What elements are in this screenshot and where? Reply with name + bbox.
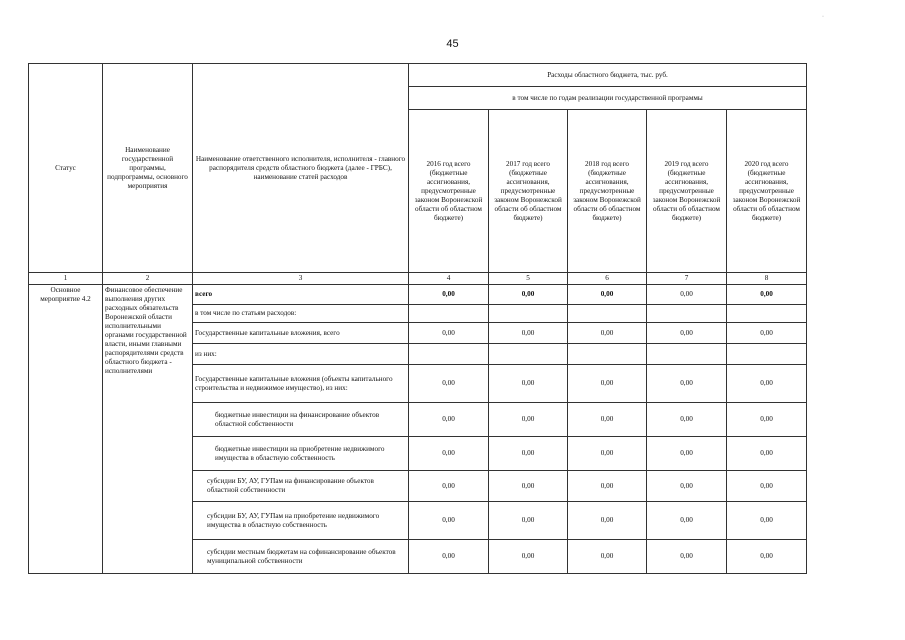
value-2018: 0,00 [568, 502, 647, 540]
table-row [29, 285, 807, 305]
value-2020 [727, 344, 807, 365]
value-2019 [647, 344, 727, 365]
header-by-years-title: в том числе по годам реализации государственной программы [409, 87, 807, 110]
value-2019: 0,00 [647, 285, 727, 305]
status-cell: Основное мероприятие 4.2 [29, 285, 103, 574]
value-2017: 0,00 [489, 502, 568, 540]
value-2020: 0,00 [727, 403, 807, 437]
value-2020: 0,00 [727, 471, 807, 502]
row-label: субсидии БУ, АУ, ГУПам на приобретение недвижимого имущества в областную собственность [193, 502, 409, 540]
value-2016: 0,00 [409, 540, 489, 574]
value-2019: 0,00 [647, 403, 727, 437]
value-2016 [409, 305, 489, 323]
budget-table [28, 63, 807, 574]
row-label: субсидии БУ, АУ, ГУПам на финансирование объектов областной собственности [193, 471, 409, 502]
value-2020: 0,00 [727, 502, 807, 540]
value-2020: 0,00 [727, 540, 807, 574]
value-2016: 0,00 [409, 471, 489, 502]
value-2018: 0,00 [568, 471, 647, 502]
column-index: 4 [409, 273, 489, 285]
value-2018: 0,00 [568, 540, 647, 574]
header-status: Статус [29, 64, 103, 273]
value-2018: 0,00 [568, 365, 647, 403]
row-label: всего [193, 285, 409, 305]
value-2017 [489, 344, 568, 365]
value-2020 [727, 305, 807, 323]
value-2019: 0,00 [647, 540, 727, 574]
header-expenses-title: Расходы областного бюджета, тыс. руб. [409, 64, 807, 87]
value-2019: 0,00 [647, 365, 727, 403]
value-2018 [568, 305, 647, 323]
header-year-2016: 2016 год всего (бюджетные ассигнования, предусмотренные законом Воронежской области об областном бюджете) [409, 110, 489, 273]
header-program: Наименование государственной программы, подпрограммы, основного мероприятия [103, 64, 193, 273]
header-executor: Наименование ответственного исполнителя, исполнителя - главного распорядителя средств областного бюджета (далее - ГРБС), наименование статей расходов [193, 64, 409, 273]
value-2020: 0,00 [727, 285, 807, 305]
header-year-2018: 2018 год всего (бюджетные ассигнования, предусмотренные законом Воронежской области об областном бюджете) [568, 110, 647, 273]
column-index-row [29, 273, 807, 285]
column-index: 8 [727, 273, 807, 285]
value-2017: 0,00 [489, 437, 568, 471]
column-index: 5 [489, 273, 568, 285]
column-index: 1 [29, 273, 103, 285]
value-2019 [647, 305, 727, 323]
column-index: 7 [647, 273, 727, 285]
row-label: из них: [193, 344, 409, 365]
value-2017 [489, 305, 568, 323]
header-year-2017: 2017 год всего (бюджетные ассигнования, предусмотренные законом Воронежской области об областном бюджете) [489, 110, 568, 273]
header-year-2019: 2019 год всего (бюджетные ассигнования, предусмотренные законом Воронежской области об областном бюджете) [647, 110, 727, 273]
value-2020: 0,00 [727, 365, 807, 403]
column-index: 2 [103, 273, 193, 285]
value-2019: 0,00 [647, 502, 727, 540]
corner-mark: · [822, 14, 824, 20]
value-2019: 0,00 [647, 437, 727, 471]
value-2019: 0,00 [647, 323, 727, 344]
header-row-1 [29, 64, 807, 87]
value-2018 [568, 344, 647, 365]
value-2016: 0,00 [409, 285, 489, 305]
row-label: бюджетные инвестиции на приобретение недвижимого имущества в областную собственность [193, 437, 409, 471]
row-label: в том числе по статьям расходов: [193, 305, 409, 323]
value-2020: 0,00 [727, 437, 807, 471]
header-year-2020: 2020 год всего (бюджетные ассигнования, предусмотренные законом Воронежской области об областном бюджете) [727, 110, 807, 273]
value-2018: 0,00 [568, 437, 647, 471]
value-2017: 0,00 [489, 403, 568, 437]
value-2016: 0,00 [409, 437, 489, 471]
value-2016 [409, 344, 489, 365]
page-number: 45 [446, 38, 459, 50]
value-2018: 0,00 [568, 285, 647, 305]
value-2017: 0,00 [489, 365, 568, 403]
value-2016: 0,00 [409, 502, 489, 540]
value-2016: 0,00 [409, 403, 489, 437]
value-2018: 0,00 [568, 323, 647, 344]
value-2017: 0,00 [489, 540, 568, 574]
value-2016: 0,00 [409, 323, 489, 344]
value-2017: 0,00 [489, 285, 568, 305]
value-2017: 0,00 [489, 471, 568, 502]
value-2017: 0,00 [489, 323, 568, 344]
column-index: 3 [193, 273, 409, 285]
row-label: Государственные капитальные вложения, всего [193, 323, 409, 344]
value-2019: 0,00 [647, 471, 727, 502]
program-name-cell: Финансовое обеспечение выполнения других расходных обязательств Воронежской области исполнительными органами государственной власти, иными главными распорядителями средств областного бюджета - исполнителями [103, 285, 193, 574]
value-2020: 0,00 [727, 323, 807, 344]
row-label: Государственные капитальные вложения (объекты капитального строительства и недвижимое имущество), из них: [193, 365, 409, 403]
column-index: 6 [568, 273, 647, 285]
row-label: бюджетные инвестиции на финансирование объектов областной собственности [193, 403, 409, 437]
value-2016: 0,00 [409, 365, 489, 403]
row-label: субсидии местным бюджетам на софинансирование объектов муниципальной собственности [193, 540, 409, 574]
value-2018: 0,00 [568, 403, 647, 437]
